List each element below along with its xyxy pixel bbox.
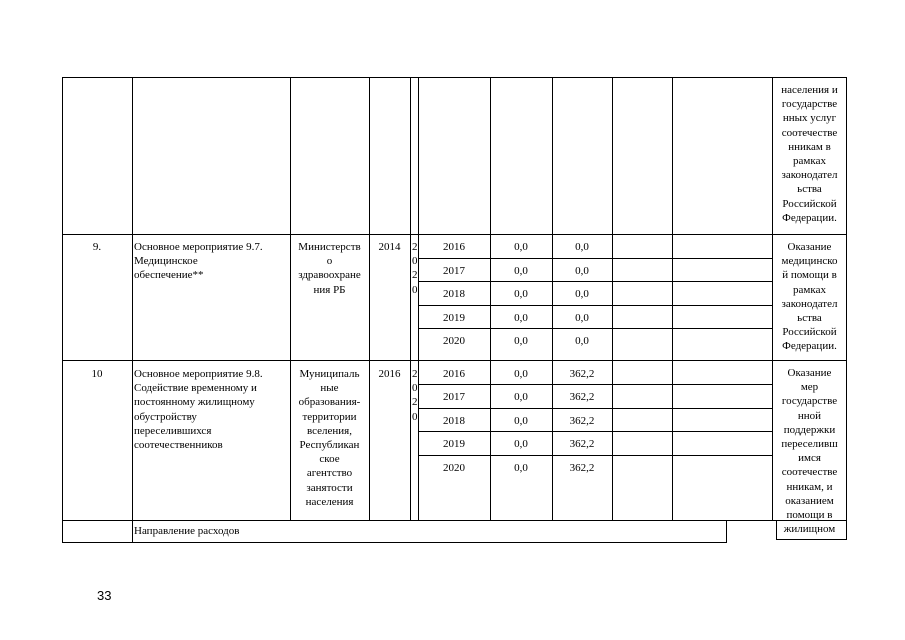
col-border [62,77,63,543]
value-a: 0,0 [514,415,528,427]
year: 2018 [443,415,465,427]
col-border [132,77,133,543]
year: 2020 [443,462,465,474]
table-top-border [62,77,847,78]
value-a: 0,0 [514,241,528,253]
value-a: 0,0 [514,438,528,450]
measure-name: Основное мероприятие 9.7. Медицинское обеспечение** [134,241,263,282]
end-year-truncated: 2 0 2 0 [412,368,418,423]
value-a: 0,0 [514,462,528,474]
year: 2017 [443,265,465,277]
row-divider-10 [62,360,847,361]
value-b: 362,2 [569,391,595,403]
value-b: 362,2 [569,462,595,474]
year-divider [418,258,772,259]
row-number: 9. [92,241,102,253]
row-number: 10 [91,368,103,380]
year-divider [418,455,772,456]
row-divider-footer [62,520,847,521]
value-b: 0,0 [575,265,589,277]
value-b: 362,2 [569,438,595,450]
measure-name: Основное мероприятие 9.8. Содействие временному и постоянному жилищному обустройству переселившихся соотечественников [134,368,263,452]
year-divider [418,431,772,432]
year: 2016 [443,368,465,380]
start-year: 2014 [378,241,401,253]
expected-result: Оказание медицинско й помощи в рамках законодател ьства Российской Федерации. [781,241,838,353]
value-a: 0,0 [514,288,528,300]
value-b: 0,0 [575,312,589,324]
value-a: 0,0 [514,391,528,403]
expected-result: Оказание мер государстве нной поддержки переселивш имся соотечестве нникам, и оказанием помощи в жилищном [781,367,838,536]
col-border [369,77,370,520]
expected-result-clip [772,366,847,539]
value-a: 0,0 [514,312,528,324]
row-divider-9 [62,234,847,235]
year-divider [418,328,772,329]
col-border [410,77,411,520]
col-border [726,520,727,543]
continuation-result-cell: населения и государстве нных услуг соотечестве нникам в рамках законодател ьства Российской Федерации. [781,84,838,224]
col-border [612,77,613,520]
year-divider [418,305,772,306]
start-year: 2016 [378,368,401,380]
year: 2016 [443,241,465,253]
year: 2018 [443,288,465,300]
value-b: 0,0 [575,335,589,347]
year-divider [418,281,772,282]
expense-direction-label: Направление расходов [134,525,240,537]
year-divider [418,384,772,385]
year: 2019 [443,438,465,450]
value-b: 0,0 [575,288,589,300]
value-a: 0,0 [514,335,528,347]
executor: Министерств о здравоохране ния РБ [298,241,361,296]
year: 2017 [443,391,465,403]
page-number: 33 [97,588,112,603]
value-a: 0,0 [514,265,528,277]
executor: Муниципаль ные образования- территории вселения, Республикан ское агентство занятости населения [298,368,361,508]
year: 2020 [443,335,465,347]
year-divider [418,408,772,409]
end-year-truncated: 2 0 2 0 [412,241,418,296]
value-b: 0,0 [575,241,589,253]
year: 2019 [443,312,465,324]
value-b: 362,2 [569,415,595,427]
value-b: 362,2 [569,368,595,380]
result-bottom-border [776,539,847,540]
col-border [672,77,673,520]
value-a: 0,0 [514,368,528,380]
table-bottom-border [62,542,726,543]
